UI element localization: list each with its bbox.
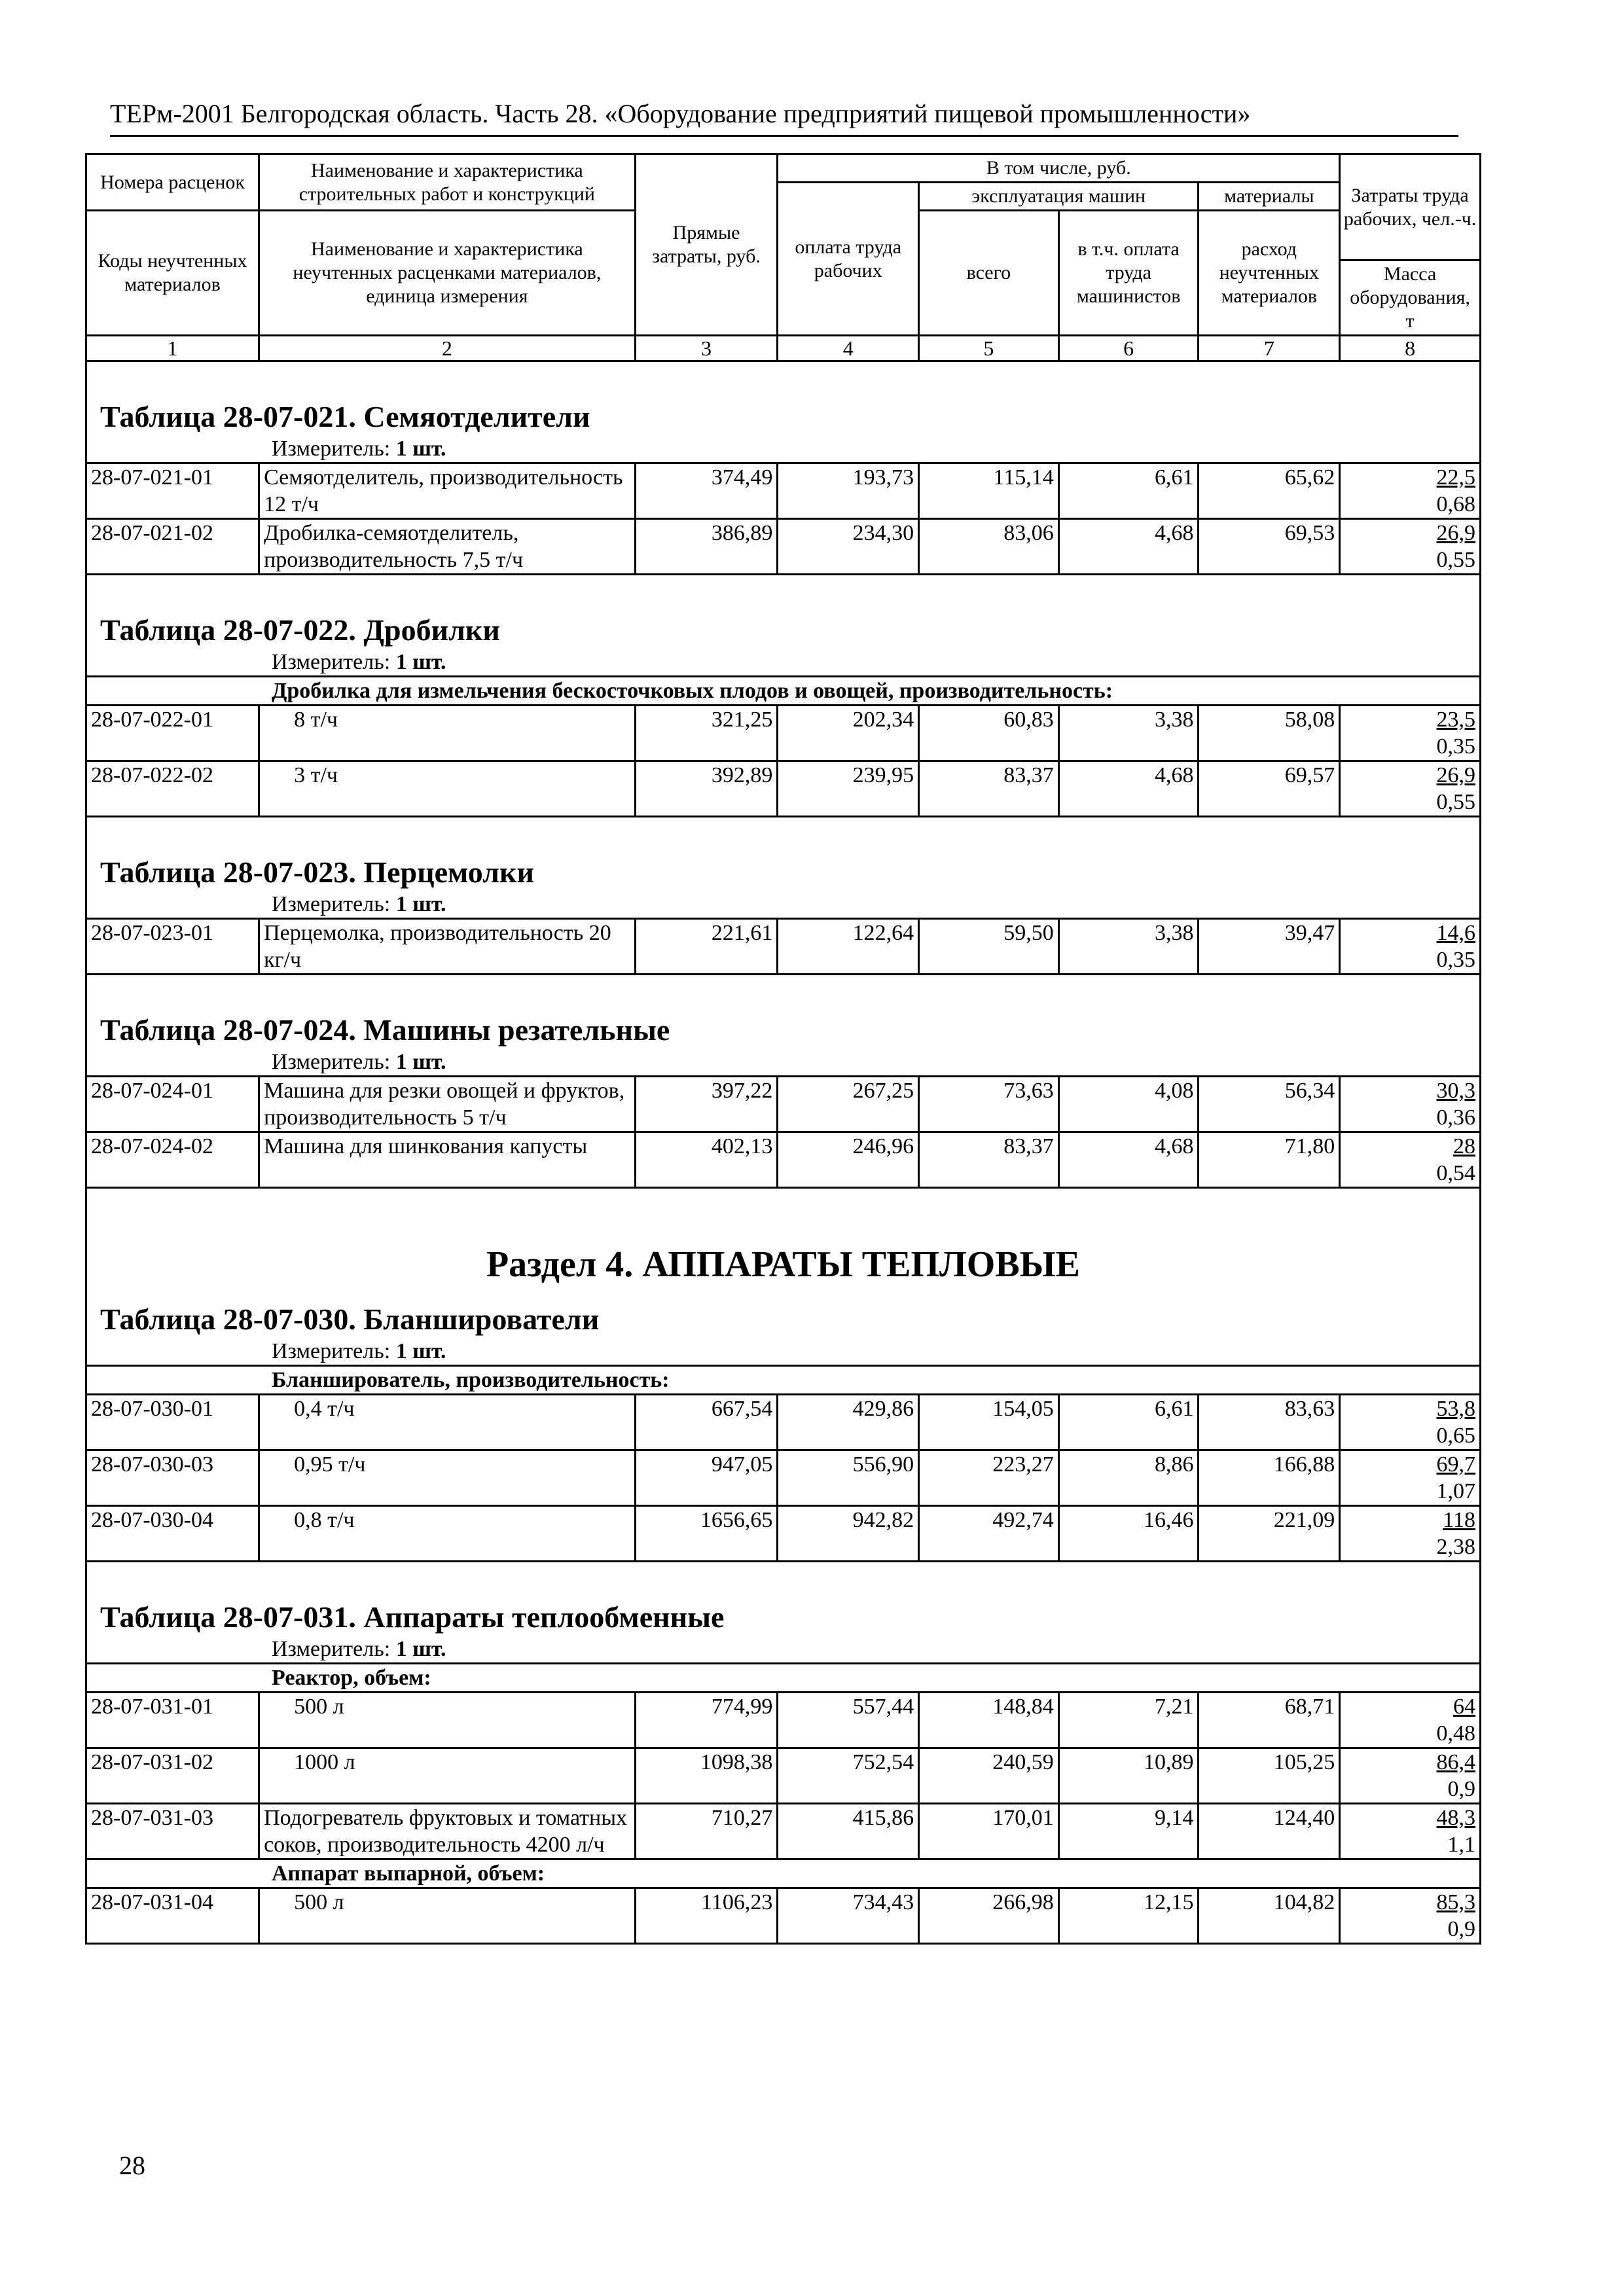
machine-costs: 115,14: [919, 463, 1059, 519]
column-number: 7: [1199, 336, 1340, 361]
machine-costs: 240,59: [919, 1748, 1059, 1804]
worker-wages: 556,90: [778, 1450, 919, 1506]
unit-cell: [86, 1049, 1481, 1077]
labor-mass-cell: [1340, 1804, 1481, 1859]
worker-wages: 752,54: [778, 1748, 919, 1804]
unit-row: [86, 1049, 1481, 1077]
worker-wages: 202,34: [778, 706, 919, 761]
equipment-mass: 1,07: [1436, 1479, 1475, 1503]
labor-hours: 69,7: [1436, 1452, 1475, 1477]
table-title: Таблица 28-07-031. Аппараты теплообменные: [100, 1600, 725, 1634]
machine-costs: 148,84: [919, 1693, 1059, 1748]
direct-costs: 221,61: [635, 919, 778, 975]
equipment-mass: 0,35: [1436, 734, 1475, 759]
unit-cell: [86, 891, 1481, 919]
table-row: [86, 1506, 1481, 1562]
section-row: [86, 1215, 1481, 1291]
equipment-mass: 0,55: [1436, 548, 1475, 572]
equipment-mass: 0,65: [1436, 1424, 1475, 1448]
unit-label: Измеритель:: [272, 437, 391, 461]
table-title-row: [86, 1291, 1481, 1338]
labor-mass-cell: [1340, 1693, 1481, 1748]
unit-row: [86, 435, 1481, 463]
spacer-row: [86, 361, 1481, 389]
labor-hours: 53,8: [1436, 1397, 1475, 1421]
group-row: [86, 1366, 1481, 1395]
item-name: Перцемолка, производительность 20 кг/ч: [259, 919, 636, 975]
material-costs: 71,80: [1199, 1132, 1340, 1188]
group-heading: Аппарат выпарной, объем:: [86, 1859, 1481, 1888]
header-including: В том числе, руб.: [778, 154, 1340, 183]
labor-mass-cell: [1340, 1450, 1481, 1506]
spacer-cell: [86, 361, 1481, 389]
material-costs: 68,71: [1199, 1693, 1340, 1748]
table-body: [86, 361, 1481, 1944]
table-row: [86, 919, 1481, 975]
rate-code: 28-07-024-01: [86, 1077, 259, 1132]
header-material-names: Наименование и характеристика неучтенных расценками материалов, единица измерения: [259, 211, 636, 336]
machinist-wages: 8,86: [1058, 1450, 1199, 1506]
rate-code: 28-07-021-02: [86, 519, 259, 575]
labor-mass-cell: [1340, 919, 1481, 975]
table-row: [86, 1888, 1481, 1944]
table-row: [86, 1132, 1481, 1188]
labor-hours: 48,3: [1436, 1806, 1475, 1830]
item-name: 500 л: [259, 1693, 636, 1748]
column-number: 3: [635, 336, 778, 361]
table-row: [86, 519, 1481, 575]
labor-mass-cell: [1340, 1132, 1481, 1188]
header-unaccounted-materials: расход неучтенных материалов: [1199, 211, 1340, 336]
unit-label: Измеритель:: [272, 1339, 391, 1363]
unit-row: [86, 1338, 1481, 1366]
unit-value: 1 шт.: [395, 1637, 446, 1661]
group-row: [86, 677, 1481, 706]
table-header: [86, 154, 1481, 361]
header-labor-costs: Затраты труда рабочих, чел.-ч.: [1340, 154, 1481, 260]
unit-row: [86, 1636, 1481, 1664]
machinist-wages: 4,68: [1058, 519, 1199, 575]
header-machines-total: всего: [919, 211, 1059, 336]
table-title-row: [86, 1588, 1481, 1636]
equipment-mass: 0,9: [1447, 1917, 1475, 1941]
spacer-cell: [86, 1188, 1481, 1215]
header-equipment-mass: Масса оборудования, т: [1340, 260, 1481, 336]
table-title-cell: [86, 1291, 1481, 1338]
labor-hours: 64: [1453, 1695, 1475, 1719]
table-row: [86, 1077, 1481, 1132]
machinist-wages: 4,68: [1058, 761, 1199, 817]
worker-wages: 193,73: [778, 463, 919, 519]
labor-mass-cell: [1340, 1888, 1481, 1944]
machine-costs: 73,63: [919, 1077, 1059, 1132]
machinist-wages: 6,61: [1058, 1395, 1199, 1450]
unit-cell: [86, 1338, 1481, 1366]
column-number: 5: [919, 336, 1059, 361]
unit-value: 1 шт.: [395, 1050, 446, 1074]
equipment-mass: 0,55: [1436, 790, 1475, 814]
spacer-row: [86, 1188, 1481, 1215]
labor-hours: 26,9: [1436, 763, 1475, 787]
item-name: 1000 л: [259, 1748, 636, 1804]
labor-mass-cell: [1340, 1506, 1481, 1562]
labor-hours: 23,5: [1436, 708, 1475, 732]
table-title: Таблица 28-07-023. Перцемолки: [100, 855, 534, 889]
rate-code: 28-07-030-01: [86, 1395, 259, 1450]
machinist-wages: 6,61: [1058, 463, 1199, 519]
document-header: ТЕРм-2001 Белгородская область. Часть 28. «Оборудование предприятий пищевой промышленности»: [110, 98, 1458, 137]
direct-costs: 1106,23: [635, 1888, 778, 1944]
spacer-cell: [86, 575, 1481, 602]
equipment-mass: 0,54: [1436, 1161, 1475, 1185]
item-name: Машина для шинкования капусты: [259, 1132, 636, 1188]
table-title-row: [86, 844, 1481, 891]
unit-value: 1 шт.: [395, 1339, 446, 1363]
table-row: [86, 706, 1481, 761]
item-name: 0,8 т/ч: [259, 1506, 636, 1562]
machinist-wages: 4,68: [1058, 1132, 1199, 1188]
spacer-row: [86, 975, 1481, 1002]
rate-code: 28-07-021-01: [86, 463, 259, 519]
unit-label: Измеритель:: [272, 892, 391, 916]
machine-costs: 83,06: [919, 519, 1059, 575]
worker-wages: 942,82: [778, 1506, 919, 1562]
material-costs: 65,62: [1199, 463, 1340, 519]
machine-costs: 223,27: [919, 1450, 1059, 1506]
material-costs: 56,34: [1199, 1077, 1340, 1132]
worker-wages: 415,86: [778, 1804, 919, 1859]
header-machinist-wages: в т.ч. оплата труда машинистов: [1058, 211, 1199, 336]
spacer-row: [86, 575, 1481, 602]
labor-hours: 85,3: [1436, 1890, 1475, 1914]
labor-mass-cell: [1340, 761, 1481, 817]
spacer-cell: [86, 1562, 1481, 1589]
material-costs: 104,82: [1199, 1888, 1340, 1944]
material-costs: 124,40: [1199, 1804, 1340, 1859]
item-name: Подогреватель фруктовых и томатных соков, производительность 4200 л/ч: [259, 1804, 636, 1859]
table-row: [86, 1748, 1481, 1804]
labor-mass-cell: [1340, 463, 1481, 519]
table-title-row: [86, 388, 1481, 435]
material-costs: 69,57: [1199, 761, 1340, 817]
direct-costs: 1098,38: [635, 1748, 778, 1804]
group-row: [86, 1664, 1481, 1693]
header-machine-operation: эксплуатация машин: [919, 183, 1199, 211]
spacer-cell: [86, 975, 1481, 1002]
table-row: [86, 1804, 1481, 1859]
direct-costs: 1656,65: [635, 1506, 778, 1562]
rate-code: 28-07-031-01: [86, 1693, 259, 1748]
unit-cell: [86, 649, 1481, 677]
machinist-wages: 9,14: [1058, 1804, 1199, 1859]
item-name: Дробилка-семяотделитель, производительность 7,5 т/ч: [259, 519, 636, 575]
table-title-row: [86, 1001, 1481, 1049]
machinist-wages: 4,08: [1058, 1077, 1199, 1132]
unit-cell: [86, 1636, 1481, 1664]
equipment-mass: 0,48: [1436, 1721, 1475, 1746]
unit-row: [86, 649, 1481, 677]
worker-wages: 122,64: [778, 919, 919, 975]
item-name: Семяотделитель, производительность 12 т/ч: [259, 463, 636, 519]
machine-costs: 59,50: [919, 919, 1059, 975]
rate-code: 28-07-022-02: [86, 761, 259, 817]
direct-costs: 774,99: [635, 1693, 778, 1748]
header-materials: материалы: [1199, 183, 1340, 211]
table-title-cell: [86, 601, 1481, 649]
worker-wages: 234,30: [778, 519, 919, 575]
labor-hours: 22,5: [1436, 465, 1475, 490]
spacer-row: [86, 1562, 1481, 1589]
labor-mass-cell: [1340, 519, 1481, 575]
unit-row: [86, 891, 1481, 919]
direct-costs: 397,22: [635, 1077, 778, 1132]
section-cell: [86, 1215, 1481, 1291]
direct-costs: 947,05: [635, 1450, 778, 1506]
table-title-cell: [86, 1001, 1481, 1049]
equipment-mass: 0,36: [1436, 1105, 1475, 1130]
labor-hours: 118: [1443, 1508, 1475, 1532]
page-number: 28: [119, 2151, 145, 2180]
rate-code: 28-07-022-01: [86, 706, 259, 761]
table-title: Таблица 28-07-022. Дробилки: [100, 613, 500, 647]
item-name: 0,95 т/ч: [259, 1450, 636, 1506]
rate-code: 28-07-024-02: [86, 1132, 259, 1188]
machine-costs: 83,37: [919, 761, 1059, 817]
machinist-wages: 7,21: [1058, 1693, 1199, 1748]
rate-code: 28-07-023-01: [86, 919, 259, 975]
machine-costs: 266,98: [919, 1888, 1059, 1944]
rate-code: 28-07-030-04: [86, 1506, 259, 1562]
equipment-mass: 2,38: [1436, 1535, 1475, 1559]
equipment-mass: 1,1: [1447, 1833, 1475, 1857]
rates-table: [85, 153, 1481, 1945]
table-title: Таблица 28-07-030. Бланширователи: [100, 1302, 600, 1336]
table-title: Таблица 28-07-024. Машины резательные: [100, 1013, 670, 1047]
group-heading: Реактор, объем:: [86, 1664, 1481, 1693]
material-costs: 83,63: [1199, 1395, 1340, 1450]
direct-costs: 374,49: [635, 463, 778, 519]
machinist-wages: 12,15: [1058, 1888, 1199, 1944]
machine-costs: 60,83: [919, 706, 1059, 761]
table-title: Таблица 28-07-021. Семяотделители: [100, 400, 590, 433]
machine-costs: 154,05: [919, 1395, 1059, 1450]
unit-cell: [86, 435, 1481, 463]
machine-costs: 83,37: [919, 1132, 1059, 1188]
labor-hours: 26,9: [1436, 521, 1475, 545]
direct-costs: 386,89: [635, 519, 778, 575]
unit-label: Измеритель:: [272, 650, 391, 674]
group-heading: Дробилка для измельчения бескосточковых плодов и овощей, производительность:: [86, 677, 1481, 706]
header-rate-numbers: Номера расценок: [86, 154, 259, 211]
table-row: [86, 1395, 1481, 1450]
material-costs: 69,53: [1199, 519, 1340, 575]
item-name: 500 л: [259, 1888, 636, 1944]
machinist-wages: 3,38: [1058, 706, 1199, 761]
worker-wages: 734,43: [778, 1888, 919, 1944]
unit-label: Измеритель:: [272, 1637, 391, 1661]
machine-costs: 492,74: [919, 1506, 1059, 1562]
column-number: 1: [86, 336, 259, 361]
header-worker-wages: оплата труда рабочих: [778, 183, 919, 336]
item-name: 3 т/ч: [259, 761, 636, 817]
labor-hours: 86,4: [1436, 1750, 1475, 1774]
table-title-cell: [86, 1588, 1481, 1636]
direct-costs: 392,89: [635, 761, 778, 817]
rate-code: 28-07-031-02: [86, 1748, 259, 1804]
rate-code: 28-07-031-03: [86, 1804, 259, 1859]
worker-wages: 429,86: [778, 1395, 919, 1450]
direct-costs: 321,25: [635, 706, 778, 761]
worker-wages: 246,96: [778, 1132, 919, 1188]
item-name: 8 т/ч: [259, 706, 636, 761]
column-number: 6: [1058, 336, 1199, 361]
labor-hours: 30,3: [1436, 1079, 1475, 1103]
equipment-mass: 0,9: [1447, 1777, 1475, 1801]
direct-costs: 710,27: [635, 1804, 778, 1859]
item-name: Машина для резки овощей и фруктов, производительность 5 т/ч: [259, 1077, 636, 1132]
header-direct-costs: Прямые затраты, руб.: [635, 154, 778, 336]
direct-costs: 667,54: [635, 1395, 778, 1450]
rate-code: 28-07-030-03: [86, 1450, 259, 1506]
table-title-cell: [86, 844, 1481, 891]
material-costs: 39,47: [1199, 919, 1340, 975]
group-heading: Бланширователь, производительность:: [86, 1366, 1481, 1395]
machinist-wages: 16,46: [1058, 1506, 1199, 1562]
equipment-mass: 0,68: [1436, 492, 1475, 516]
unit-label: Измеритель:: [272, 1050, 391, 1074]
rate-code: 28-07-031-04: [86, 1888, 259, 1944]
labor-mass-cell: [1340, 1748, 1481, 1804]
direct-costs: 402,13: [635, 1132, 778, 1188]
header-work-name: Наименование и характеристика строительных работ и конструкций: [259, 154, 636, 211]
spacer-row: [86, 817, 1481, 844]
worker-wages: 239,95: [778, 761, 919, 817]
worker-wages: 557,44: [778, 1693, 919, 1748]
column-number: 8: [1340, 336, 1481, 361]
machinist-wages: 3,38: [1058, 919, 1199, 975]
unit-value: 1 шт.: [395, 437, 446, 461]
material-costs: 58,08: [1199, 706, 1340, 761]
labor-mass-cell: [1340, 706, 1481, 761]
table-title-row: [86, 601, 1481, 649]
column-number: 4: [778, 336, 919, 361]
material-costs: 221,09: [1199, 1506, 1340, 1562]
section-title: Раздел 4. АППАРАТЫ ТЕПЛОВЫЕ: [486, 1244, 1081, 1285]
column-numbers-row: [86, 336, 1481, 361]
table-row: [86, 1450, 1481, 1506]
spacer-cell: [86, 817, 1481, 844]
labor-mass-cell: [1340, 1395, 1481, 1450]
table-row: [86, 463, 1481, 519]
labor-hours: 14,6: [1436, 921, 1475, 945]
group-row: [86, 1859, 1481, 1888]
unit-value: 1 шт.: [395, 650, 446, 674]
table-row: [86, 1693, 1481, 1748]
labor-mass-cell: [1340, 1077, 1481, 1132]
item-name: 0,4 т/ч: [259, 1395, 636, 1450]
machine-costs: 170,01: [919, 1804, 1059, 1859]
worker-wages: 267,25: [778, 1077, 919, 1132]
column-number: 2: [259, 336, 636, 361]
unit-value: 1 шт.: [395, 892, 446, 916]
labor-hours: 28: [1453, 1134, 1475, 1158]
header-material-codes: Коды неучтенных материалов: [86, 211, 259, 336]
equipment-mass: 0,35: [1436, 948, 1475, 972]
material-costs: 105,25: [1199, 1748, 1340, 1804]
machinist-wages: 10,89: [1058, 1748, 1199, 1804]
material-costs: 166,88: [1199, 1450, 1340, 1506]
table-title-cell: [86, 388, 1481, 435]
table-row: [86, 761, 1481, 817]
